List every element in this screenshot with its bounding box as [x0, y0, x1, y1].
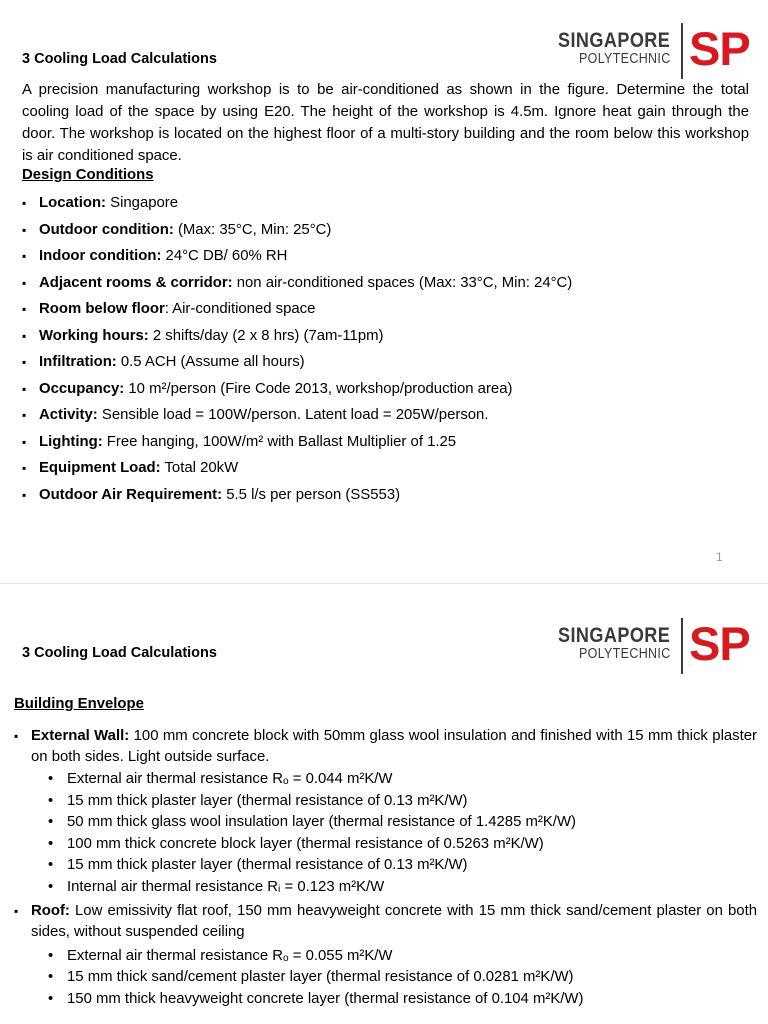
slide-divider: [0, 583, 768, 584]
condition-label: Working hours:: [39, 327, 149, 344]
wall-layer-item: • 50 mm thick glass wool insulation layer (thermal resistance of 1.4285 m²K/W): [14, 812, 757, 834]
logo-divider: [681, 23, 683, 79]
condition-item: [22, 192, 572, 219]
condition-label: Location:: [39, 195, 107, 211]
logo-word-polytechnic: POLYTECHNIC: [579, 51, 671, 67]
logo-divider: [681, 618, 683, 674]
condition-item: [22, 298, 572, 325]
logo-mark-sp: SP: [689, 617, 750, 670]
condition-label: Lighting:: [39, 433, 103, 450]
building-envelope-title: Building Envelope: [14, 696, 144, 712]
logo-word-singapore: SINGAPORE: [558, 624, 671, 647]
condition-label: Activity:: [39, 407, 98, 423]
condition-label: Occupancy:: [39, 380, 125, 397]
condition-label: Outdoor Air Requirement:: [39, 486, 223, 503]
page-number: 1: [716, 550, 723, 564]
condition-label: Equipment Load:: [39, 460, 161, 476]
singapore-polytechnic-logo: [558, 618, 758, 674]
design-conditions-list: [22, 192, 572, 510]
condition-value: : Air-conditioned space: [164, 301, 316, 317]
wall-layer-item: • Internal air thermal resistance Rᵢ = 0.123 m²K/W: [14, 877, 757, 899]
wall-layer-item: • 15 mm thick plaster layer (thermal resistance of 0.13 m²K/W): [14, 791, 757, 813]
condition-label: Infiltration:: [39, 354, 117, 370]
design-conditions-title: Design Conditions: [22, 167, 154, 183]
condition-item: [22, 457, 572, 484]
slide-2: [0, 592, 768, 1024]
external-wall-layers: [14, 769, 757, 899]
roof-layer-item: • 150 mm thick heavyweight concrete layer (thermal resistance of 0.104 m²K/W): [14, 989, 757, 1011]
condition-value: (Max: 35°C, Min: 25°C): [173, 221, 332, 238]
condition-item: [22, 484, 572, 511]
condition-value: Singapore: [106, 195, 179, 211]
roof-item: [14, 901, 757, 943]
wall-layer-item: • 100 mm thick concrete block layer (thermal resistance of 0.5263 m²K/W): [14, 834, 757, 856]
roof-layer-item: • External air thermal resistance Rₒ = 0.055 m²K/W: [14, 946, 757, 968]
condition-item: [22, 378, 572, 405]
external-wall-description: 100 mm concrete block with 50mm glass wool insulation and finished with 15 mm thick plaster on both sides. Light outside surface.: [31, 728, 757, 765]
condition-value: Sensible load = 100W/person. Latent load = 205W/person.: [97, 407, 489, 423]
envelope-section: [14, 726, 757, 1010]
condition-value: 24°C DB/ 60% RH: [161, 248, 288, 264]
condition-label: Indoor condition:: [39, 248, 162, 264]
singapore-polytechnic-logo: [558, 23, 758, 79]
external-wall-label: External Wall:: [31, 728, 130, 744]
condition-item: [22, 219, 572, 246]
condition-value: 0.5 ACH (Assume all hours): [116, 354, 305, 370]
condition-value: 5.5 l/s per person (SS553): [222, 486, 401, 503]
problem-statement: A precision manufacturing workshop is to be air-conditioned as shown in the figure. Determine the total cooling load of the space by using E20. The height of the workshop is 4.5m. Ignore heat gain through the door. The workshop is located on the highest floor of a multi-story building and the room below this workshop is air conditioned space.: [22, 82, 749, 164]
roof-layer-item: • 15 mm thick sand/cement plaster layer (thermal resistance of 0.0281 m²K/W): [14, 967, 757, 989]
condition-value: 2 shifts/day (2 x 8 hrs) (7am-11pm): [148, 327, 384, 344]
wall-layer-item: • External air thermal resistance Rₒ = 0.044 m²K/W: [14, 769, 757, 791]
wall-layer-item: • 15 mm thick plaster layer (thermal resistance of 0.13 m²K/W): [14, 855, 757, 877]
condition-label: Outdoor condition:: [39, 221, 174, 238]
condition-value: Total 20kW: [160, 460, 239, 476]
slide-title: 3 Cooling Load Calculations: [22, 51, 217, 67]
condition-item: [22, 245, 572, 272]
external-wall-item: [14, 726, 757, 768]
slide-title: 3 Cooling Load Calculations: [22, 645, 217, 661]
condition-value: Free hanging, 100W/m² with Ballast Multiplier of 1.25: [102, 433, 457, 450]
roof-label: Roof:: [31, 902, 70, 919]
condition-item: [22, 431, 572, 458]
condition-label: Adjacent rooms & corridor:: [39, 274, 233, 291]
roof-description: Low emissivity flat roof, 150 mm heavyweight concrete with 15 mm thick sand/cement plaster on both sides, without suspended ceiling: [31, 902, 757, 940]
condition-item: [22, 351, 572, 378]
condition-value: 10 m²/person (Fire Code 2013, workshop/production area): [124, 380, 513, 397]
condition-label: Room below floor: [39, 301, 165, 317]
condition-item: [22, 272, 572, 299]
roof-layers: [14, 946, 757, 1011]
condition-item: [22, 404, 572, 431]
condition-value: non air-conditioned spaces (Max: 33°C, Min: 24°C): [232, 274, 573, 291]
condition-item: [22, 325, 572, 352]
logo-word-singapore: SINGAPORE: [558, 29, 671, 52]
logo-mark-sp: SP: [689, 22, 750, 75]
logo-word-polytechnic: POLYTECHNIC: [579, 646, 671, 662]
